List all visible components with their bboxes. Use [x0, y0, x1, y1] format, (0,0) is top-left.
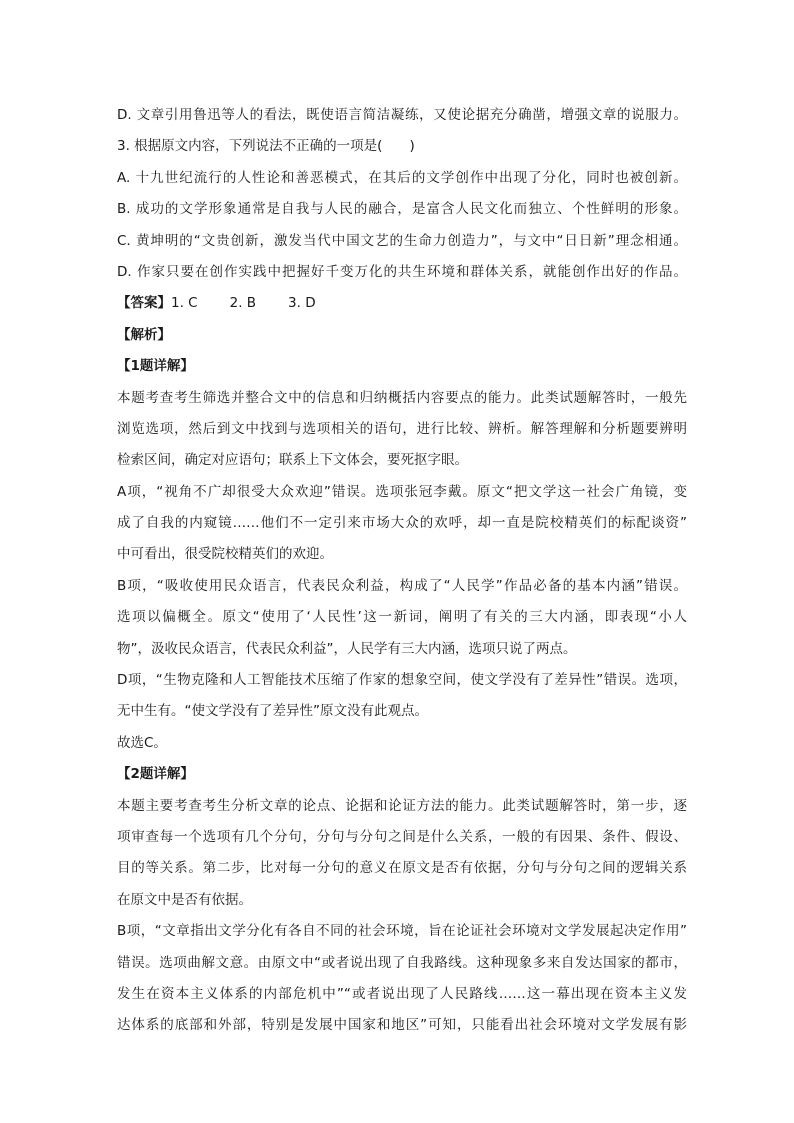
- answer-label: 【答案】: [117, 295, 171, 312]
- q1-paragraph-line: 中可看出，很受院校精英们的欢迎。: [117, 546, 333, 563]
- q3-stem: 3. 根据原文内容，下列说法不正确的一项是( ): [117, 138, 415, 155]
- q2-paragraph-line: 错误。选项曲解文意。由原文中“或者说出现了自我路线。这种现象多来自发达国家的都市，: [117, 954, 687, 971]
- q1-paragraph-line: A项，“视角不广却很受大众欢迎”错误。选项张冠李戴。原文“把文学这一社会广角镜，变: [117, 483, 687, 500]
- q3-option-c: C. 黄坤明的“文贵创新，激发当代中国文艺的生命力创造力”，与文中“日日新”理念相通。: [117, 232, 687, 249]
- answer-item: 1. C: [171, 295, 198, 312]
- q1-paragraph-line: 物”，汲收民众语言，代表民众利益”，人民学有三大内涵，选项只说了两点。: [117, 640, 577, 657]
- q1-paragraph-line: 故选C。: [117, 734, 167, 751]
- q1-paragraph-line: 无中生有。“使文学没有了差异性”原文没有此观点。: [117, 703, 428, 720]
- q1-paragraph-line: B项，“吸收使用民众语言，代表民众利益，构成了“人民学”作品必备的基本内涵”错误。: [117, 577, 687, 594]
- q1-paragraph-line: 选项以偏概全。原文“使用了‘人民性’这一新词，阐明了有关的三大内涵，即表现“小人: [117, 609, 687, 626]
- analysis-label: 【解析】: [117, 326, 171, 343]
- q2-paragraph-line: 本题主要考查考生分析文章的论点、论据和论证方法的能力。此类试题解答时，第一步，逐: [117, 797, 687, 814]
- q1-paragraph-line: 成了自我的内窥镜……他们不一定引来市场大众的欢呼，却一直是院校精英们的标配谈资”: [117, 515, 687, 532]
- q2-paragraph-line: B项，“文章指出文学分化有各自不同的社会环境，旨在论证社会环境对文学发展起决定作用”: [117, 923, 687, 940]
- q1-paragraph-line: 检索区间，确定对应语句；联系上下文体会，要死抠字眼。: [117, 452, 468, 469]
- document-body: [117, 100, 687, 1042]
- q2-detail-label: 【2题详解】: [117, 766, 194, 783]
- q3-option-a: A. 十九世纪流行的人性论和善恶模式，在其后的文学创作中出现了分化，同时也被创新。: [117, 169, 687, 186]
- q3-prev-option-d: D. 文章引用鲁迅等人的看法，既使语言简洁凝练，又使论据充分确凿，增强文章的说服力。: [117, 107, 687, 123]
- q1-paragraph-line: 本题考查考生筛选并整合文中的信息和归纳概括内容要点的能力。此类试题解答时，一般先: [117, 389, 687, 406]
- answer-item: 2. B: [229, 295, 257, 312]
- q3-option-d: D. 作家只要在创作实践中把握好千变万化的共生环境和群体关系，就能创作出好的作品。: [117, 263, 687, 280]
- q3-option-b: B. 成功的文学形象通常是自我与人民的融合，是富含人民文化而独立、个性鲜明的形象。: [117, 201, 687, 218]
- q2-paragraph-line: 项审查每一个选项有几个分句，分句与分句之间是什么关系，一般的有因果、条件、假设、: [117, 828, 687, 845]
- q1-detail-label: 【1题详解】: [117, 358, 194, 375]
- q2-paragraph-line: 目的等关系。第二步，比对每一分句的意义在原文是否有依据，分句与分句之间的逻辑关系: [117, 860, 687, 877]
- answer-line: [117, 288, 687, 319]
- q1-paragraph-line: 浏览选项，然后到文中找到与选项相关的语句，进行比较、辨析。解答理解和分析题要辨明: [117, 420, 687, 437]
- q2-paragraph-line: 发生在资本主义体系的内部危机中”“或者说出现了人民路线……这一幕出现在资本主义发: [117, 985, 687, 1002]
- q2-paragraph-line: 达体系的底部和外部，特别是发展中国家和地区”可知，只能看出社会环境对文学发展有影: [117, 1017, 687, 1034]
- answer-item: 3. D: [288, 295, 316, 312]
- q1-paragraph-line: D项，“生物克隆和人工智能技术压缩了作家的想象空间，使文学没有了差异性”错误。选项，: [117, 672, 687, 689]
- q2-paragraph-line: 在原文中是否有依据。: [117, 891, 252, 908]
